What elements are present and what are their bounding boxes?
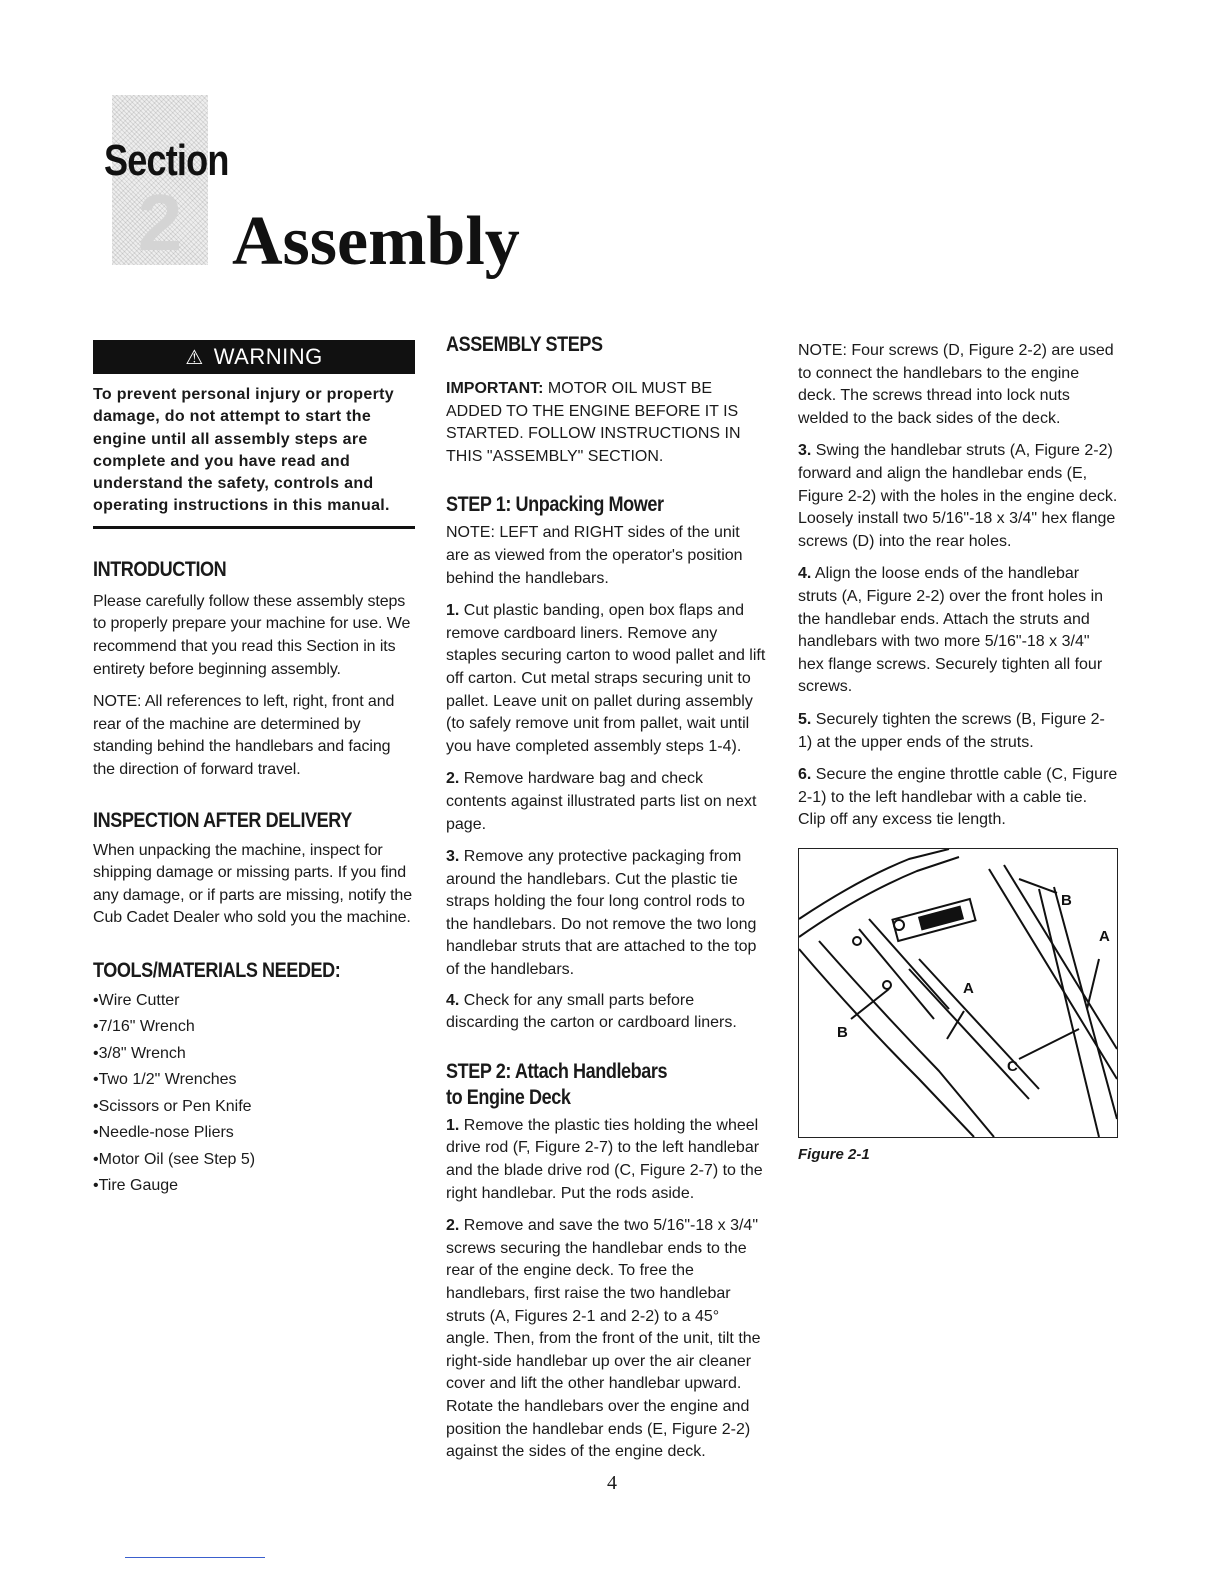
step2-item [798, 563, 1118, 699]
warning-text: To prevent personal injury or property damage, do not attempt to start the engine until all assembly steps are complete and you have read and understand the safety, controls and operating instructions in this manual. [93, 384, 415, 529]
list-item: • Scissors or Pen Knife [93, 1094, 415, 1121]
tools-list [93, 988, 415, 1200]
diagram-bolt [883, 981, 891, 989]
leader-line [1019, 879, 1057, 893]
step-number: 5. [798, 710, 812, 728]
step-text: Remove hardware bag and check contents against illustrated parts list on next page. [446, 770, 757, 833]
assembly-steps-heading: ASSEMBLY STEPS [446, 333, 603, 356]
figure-2-1-illustration [798, 848, 1118, 1138]
step1-item [446, 600, 766, 758]
diagram-bolt [894, 920, 904, 930]
step2-heading [446, 1059, 721, 1111]
important-label: IMPORTANT: [446, 380, 544, 397]
figure-caption: Figure 2-1 [798, 1145, 870, 1163]
list-item: • Tire Gauge [93, 1173, 415, 1200]
step-text: Align the loose ends of the handlebar struts (A, Figure 2-2) over the front holes in the handlebar ends. Attach the struts and handlebars with two more 5/16"-18 x 3/4" hex flange screws. Securely tighten all four screws. [798, 565, 1104, 696]
step-text: Secure the engine throttle cable (C, Figure 2-1) to the left handlebar with a cable tie. Clip off any excess tie length. [798, 766, 1118, 829]
step2-note: NOTE: Four screws (D, Figure 2-2) are used to connect the handlebars to the engine deck. The screws thread into lock nuts welded to the back sides of the deck. [798, 342, 1114, 427]
step-text: Cut plastic banding, open box flaps and remove cardboard liners. Remove any staples securing carton to wood pallet and lift off carton. Cut metal straps securing unit to pallet. Leave unit on pallet during assembly (to safely remove unit from pallet, wait until you have completed assembly steps 1-4). [446, 602, 766, 755]
middle-column [446, 330, 766, 1464]
left-column [93, 330, 415, 1200]
step1-item [446, 768, 766, 836]
warning-banner [93, 340, 415, 374]
figure-label: A [963, 979, 974, 997]
page-title: Assembly [232, 203, 520, 280]
tools-heading: TOOLS/MATERIALS NEEDED: [93, 958, 341, 982]
right-column [798, 330, 1118, 1163]
step-text: Check for any small parts before discarding the carton or cardboard liners. [446, 991, 737, 1032]
leader-line [1019, 1029, 1079, 1059]
list-item: • Motor Oil (see Step 5) [93, 1147, 415, 1174]
step2-item [798, 709, 1118, 754]
step2-item [798, 440, 1118, 553]
diagram-grip [918, 905, 964, 930]
step-text: Remove the plastic ties holding the wheel drive rod (F, Figure 2-7) to the left handlebar and the blade drive rod (C, Figure 2-7) to the right handlebar. Put the rods aside. [446, 1116, 763, 1202]
warning-label: WARNING [213, 344, 323, 369]
important-notice [446, 378, 766, 468]
figure-label: A [1099, 927, 1110, 945]
step1-item [446, 990, 766, 1035]
diagram-line [859, 929, 934, 1019]
step-number: 3. [446, 848, 460, 866]
important-text: MOTOR OIL MUST BE ADDED TO THE ENGINE BEFORE IT IS STARTED. FOLLOW INSTRUCTIONS IN THIS "ASSEMBLY" SECTION. [446, 380, 741, 465]
inspection-heading: INSPECTION AFTER DELIVERY [93, 808, 352, 832]
handlebar-diagram [799, 849, 1117, 1137]
introduction-heading: INTRODUCTION [93, 557, 227, 581]
step-text: Remove any protective packaging from around the handlebars. Cut the plastic tie straps holding the four long control rods to the handlebars. Do not remove the two long handlebar struts that are attached to the top of the handlebars. [446, 848, 757, 979]
figure-label: C [1007, 1057, 1018, 1075]
list-item: • Wire Cutter [93, 988, 415, 1015]
warning-triangle-icon: ⚠ [185, 346, 204, 369]
figure-label: B [837, 1023, 848, 1041]
diagram-line [799, 849, 949, 919]
leader-line [1087, 959, 1099, 1009]
step-text: Swing the handlebar struts (A, Figure 2-2) forward and align the handlebar ends (E, Figure 2-2) with the holes in the engine deck. Loosely install two 5/16"-18 x 3/4" hex flange screws (D) into the rear holes. [798, 442, 1118, 550]
step1-heading: STEP 1: Unpacking Mower [446, 493, 664, 517]
list-item: • Needle-nose Pliers [93, 1120, 415, 1147]
list-item: • 3/8" Wrench [93, 1041, 415, 1068]
step-number: 4. [446, 991, 460, 1009]
footer-rule [125, 1557, 265, 1558]
step1-item [446, 846, 766, 982]
page-number: 4 [607, 1472, 617, 1494]
step-text: Securely tighten the screws (B, Figure 2-1) at the upper ends of the struts. [798, 710, 1105, 751]
step-number: 4. [798, 565, 812, 583]
diagram-line [1039, 889, 1099, 1137]
step2-item [446, 1115, 766, 1205]
introduction-note: NOTE: All references to left, right, front and rear of the machine are determined by standing behind the handlebars and facing the direction of forward travel. [93, 693, 395, 778]
step-number: 1. [446, 1116, 460, 1134]
step2-item [446, 1215, 766, 1464]
inspection-text: When unpacking the machine, inspect for shipping damage or missing parts. If you find any damage, or if parts are missing, notify the Cub Cadet Dealer who sold you the machine. [93, 841, 413, 927]
section-number: 2 [137, 178, 183, 267]
step2-heading-line2: to Engine Deck [446, 1085, 571, 1109]
diagram-bolt [853, 937, 861, 945]
list-item: • 7/16" Wrench [93, 1014, 415, 1041]
step-number: 3. [798, 442, 812, 460]
step1-note: NOTE: LEFT and RIGHT sides of the unit are as viewed from the operator's position behind the handlebars. [446, 524, 743, 587]
figure-label: B [1061, 891, 1072, 909]
step-number: 2. [446, 1217, 460, 1235]
step2-item [798, 764, 1118, 832]
step2-heading-line1: STEP 2: Attach Handlebars [446, 1059, 668, 1083]
step-number: 1. [446, 602, 460, 620]
introduction-paragraph: Please carefully follow these assembly steps to properly prepare your machine for use. We recommend that you read this Section in its entirety before beginning assembly. [93, 592, 411, 678]
list-item: • Two 1/2" Wrenches [93, 1067, 415, 1094]
diagram-line [799, 949, 974, 1137]
leader-line [851, 989, 889, 1019]
section-label: Section [104, 136, 229, 185]
step-number: 2. [446, 770, 460, 788]
step-number: 6. [798, 766, 812, 784]
step-text: Remove and save the two 5/16"-18 x 3/4" screws securing the handlebar ends to the rear of the engine deck. To free the handlebars, first raise the two handlebar struts (A, Figures 2-1 and 2-2) to a 45° angle. Then, from the front of the unit, tilt the right-side handlebar up over the air cleaner cover and lift the other handlebar upward. Rotate the handlebars over the engine and position the handlebar ends (E, Figure 2-2) against the sides of the engine deck. [446, 1217, 761, 1461]
